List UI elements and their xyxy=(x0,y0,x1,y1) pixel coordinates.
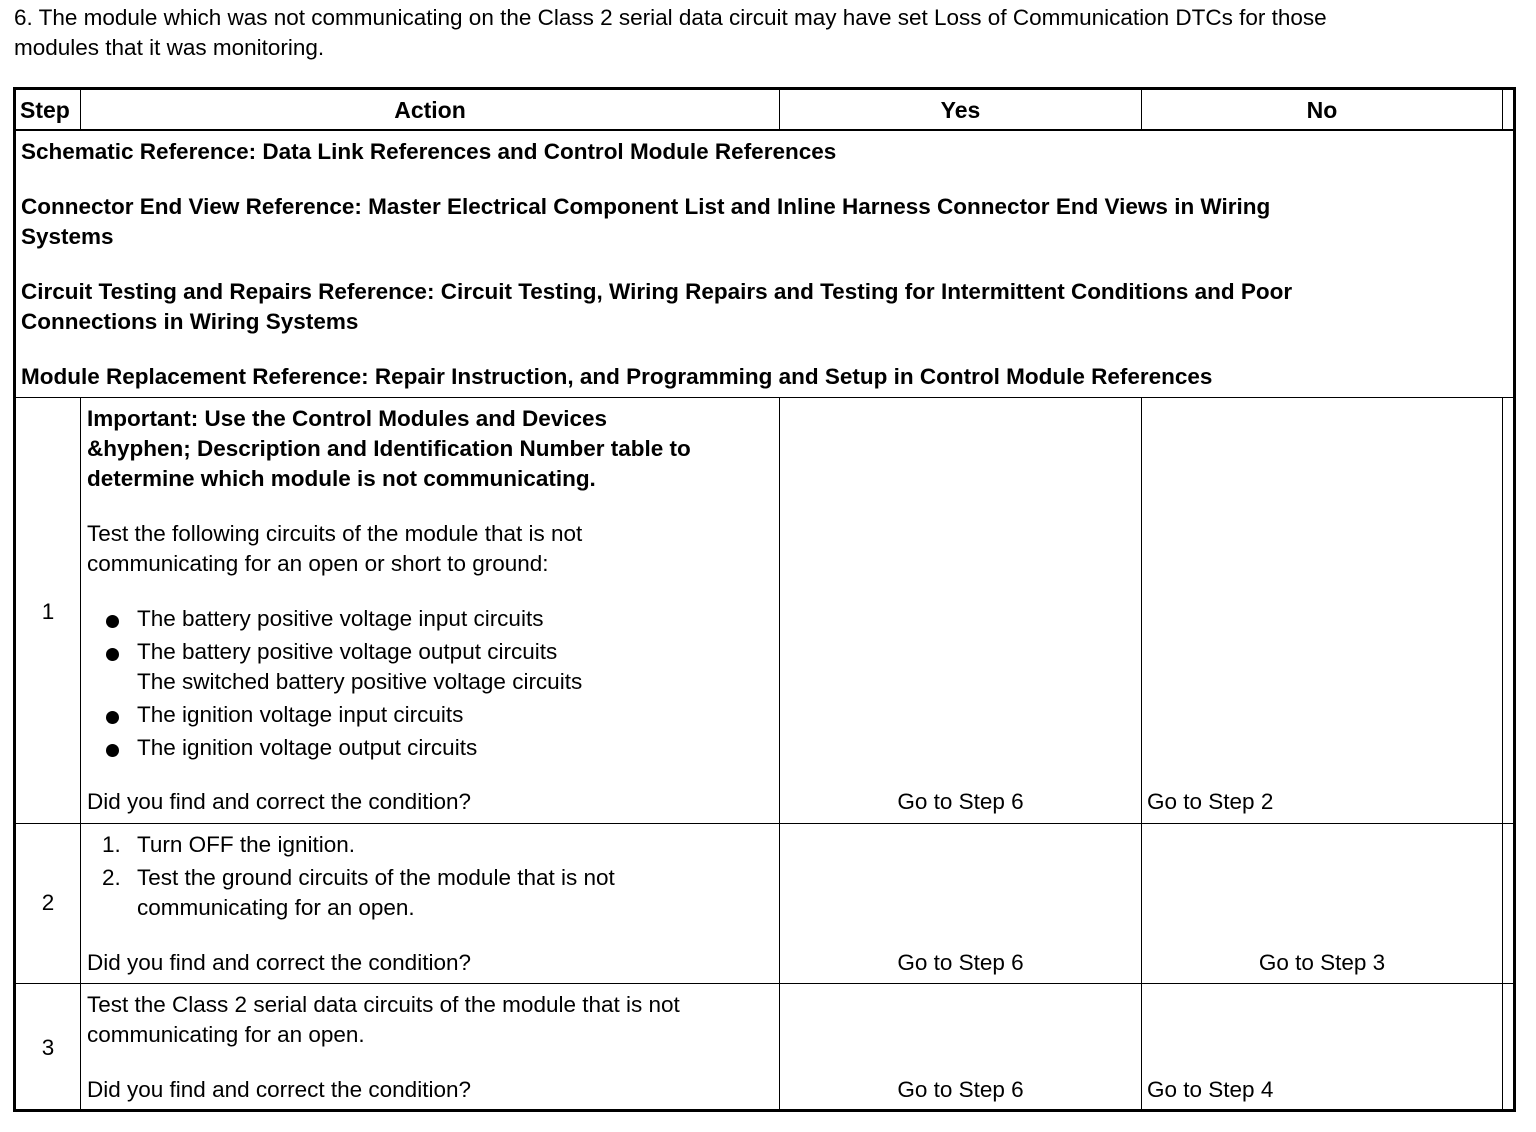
yes-link[interactable]: Go to Step 6 xyxy=(897,789,1024,814)
intro-paragraph xyxy=(14,3,1514,63)
no-link[interactable]: Go to Step 2 xyxy=(1147,789,1274,814)
list-item: The battery positive voltage input circuits xyxy=(137,606,544,631)
header-divider xyxy=(16,129,1513,131)
list-item: The ignition voltage output circuits xyxy=(137,735,478,760)
no-link[interactable]: Go to Step 4 xyxy=(1147,1077,1274,1102)
important-note-line-1: Important: Use the Control Modules and Devices xyxy=(87,406,608,431)
list-number: 2. xyxy=(102,865,121,890)
references-divider xyxy=(16,397,1513,398)
circuit-reference-line-2: Connections in Wiring Systems xyxy=(21,309,359,334)
question-text: Did you find and correct the condition? xyxy=(87,1077,471,1102)
procedure-table xyxy=(13,87,1516,1112)
bullet-icon xyxy=(106,711,119,724)
list-item: Turn OFF the ignition. xyxy=(137,832,356,857)
step-text-line-2: communicating for an open. xyxy=(87,1022,365,1047)
header-action: Action xyxy=(394,97,466,123)
step-text-line-1: Test the Class 2 serial data circuits of the module that is not xyxy=(87,992,680,1017)
important-note-line-2: &hyphen; Description and Identification Number table to xyxy=(87,436,691,461)
circuit-reference-line-1: Circuit Testing and Repairs Reference: Circuit Testing, Wiring Repairs and Testing for Intermittent Conditions and Poor xyxy=(21,279,1293,304)
important-note-line-3: determine which module is not communicating. xyxy=(87,466,596,491)
connector-reference-line-2: Systems xyxy=(21,224,114,249)
intro-line-2: modules that it was monitoring. xyxy=(14,35,325,60)
question-text: Did you find and correct the condition? xyxy=(87,950,471,975)
header-yes: Yes xyxy=(940,97,981,123)
header-step: Step xyxy=(20,97,70,123)
header-no: No xyxy=(1306,97,1338,123)
body-col-line xyxy=(1502,397,1503,1112)
row-divider xyxy=(16,823,1513,824)
body-col-line xyxy=(1141,397,1142,1112)
list-item: The battery positive voltage output circuits xyxy=(137,639,558,664)
yes-link[interactable]: Go to Step 6 xyxy=(897,1077,1024,1102)
bullet-icon xyxy=(106,615,119,628)
header-col-line xyxy=(1502,90,1503,130)
list-number: 1. xyxy=(102,832,121,857)
yes-link[interactable]: Go to Step 6 xyxy=(897,950,1024,975)
step-text-line-2: communicating for an open or short to ground: xyxy=(87,551,549,576)
intro-line-1: 6. The module which was not communicating on the Class 2 serial data circuit may have set Loss of Communication DTCs for those xyxy=(14,5,1327,30)
body-col-line xyxy=(779,397,780,1112)
list-item: The ignition voltage input circuits xyxy=(137,702,464,727)
module-replacement-reference: Module Replacement Reference: Repair Instruction, and Programming and Setup in Control Module References xyxy=(21,364,1213,389)
question-text: Did you find and correct the condition? xyxy=(87,789,471,814)
bullet-icon xyxy=(106,648,119,661)
list-item: communicating for an open. xyxy=(137,895,415,920)
step-number: 1 xyxy=(41,599,55,624)
list-item: The switched battery positive voltage circuits xyxy=(137,669,583,694)
body-col-line xyxy=(80,397,81,1112)
step-number: 2 xyxy=(41,890,55,915)
connector-reference-line-1: Connector End View Reference: Master Electrical Component List and Inline Harness Connector End Views in Wiring xyxy=(21,194,1271,219)
row-divider xyxy=(16,983,1513,984)
bullet-icon xyxy=(106,744,119,757)
step-number: 3 xyxy=(41,1035,55,1060)
no-link[interactable]: Go to Step 3 xyxy=(1258,950,1386,975)
schematic-reference: Schematic Reference: Data Link References and Control Module References xyxy=(21,139,837,164)
step-text-line-1: Test the following circuits of the module that is not xyxy=(87,521,583,546)
list-item: Test the ground circuits of the module that is not xyxy=(137,865,615,890)
